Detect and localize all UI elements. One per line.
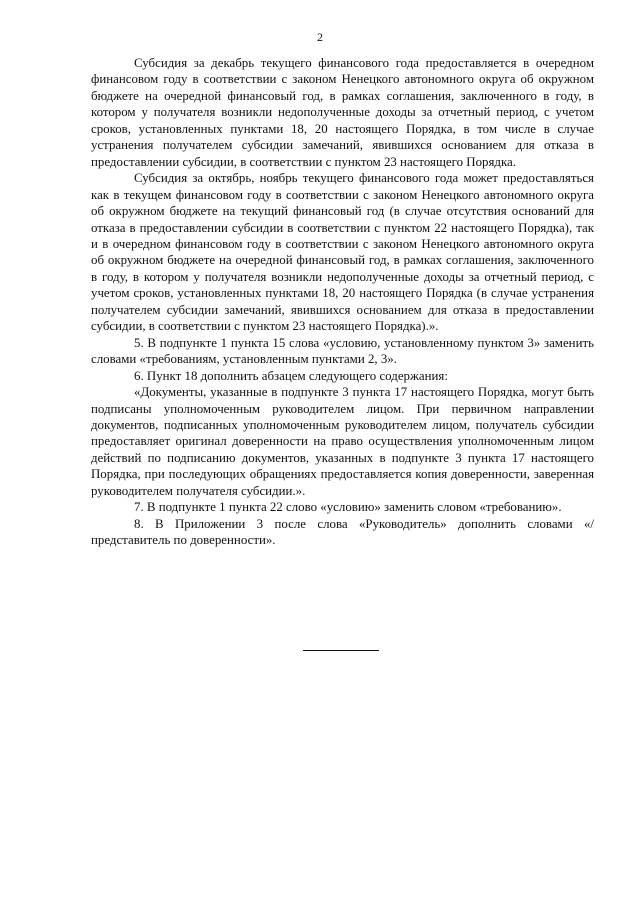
paragraph-october-november-subsidy: Субсидия за октябрь, ноябрь текущего финансового года может предоставляться как в текущем финансовом году в соответствии с законом Ненецкого автономного округа об окружном бюджете на текущий финансовый год (в случае отсутствия оснований для отказа в предоставлении субсидии в соответствии с пунктом 22 настоящего Порядка), так и в очередном финансовом году в соответствии с законом Ненецкого автономного округа об окружном бюджете на очередной финансовый год, в рамках соглашения, заключенного в году, в котором у получателя возникли недополученные доходы за отчетный период, с учетом сроков, установленных пунктами 18, 20 настоящего Порядка (в случае устранения получателем субсидии замечаний, явившихся основанием для отказа в предоставлении субсидии, в соответствии с пунктом 23 настоящего Порядка).». xyxy=(91,171,594,334)
closing-divider-line xyxy=(303,650,379,651)
document-body xyxy=(91,55,594,549)
paragraph-item-6-quote: «Документы, указанные в подпункте 3 пункта 17 настоящего Порядка, могут быть подписаны уполномоченным руководителем лицом. При первичном направлении документов, подписанных уполномоченным руководителем лицом, получатель субсидии предоставляет оригинал доверенности на право осуществления уполномоченным лицом действий по подписанию документов, указанных в подпункте 3 пункта 17 настоящего Порядка, при последующих обращениях предоставляется копия доверенности, заверенная руководителем получателя субсидии.». xyxy=(91,385,594,498)
page-number: 2 xyxy=(317,30,323,44)
paragraph-item-5: 5. В подпункте 1 пункта 15 слова «условию, установленному пунктом 3» заменить словами «требованиям, установленным пунктами 2, 3». xyxy=(91,335,594,367)
paragraph-december-subsidy: Субсидия за декабрь текущего финансового года предоставляется в очередном финансовом году в соответствии с законом Ненецкого автономного округа об окружном бюджете на очередной финансовый год, в рамках соглашения, заключенного в году, в котором у получателя возникли недополученные доходы за отчетный период, с учетом сроков, установленных пунктами 18, 20 настоящего Порядка, в том числе в случае устранения получателем субсидии замечаний, явившихся основанием для отказа в предоставлении субсидии, в соответствии с пунктом 23 настоящего Порядка. xyxy=(91,56,594,169)
paragraph-item-8: 8. В Приложении 3 после слова «Руководитель» дополнить словами «/представитель по доверенности». xyxy=(91,516,594,548)
paragraph-item-6: 6. Пункт 18 дополнить абзацем следующего содержания: xyxy=(134,368,448,383)
paragraph-item-7: 7. В подпункте 1 пункта 22 слово «условию» заменить словом «требованию». xyxy=(134,500,562,515)
